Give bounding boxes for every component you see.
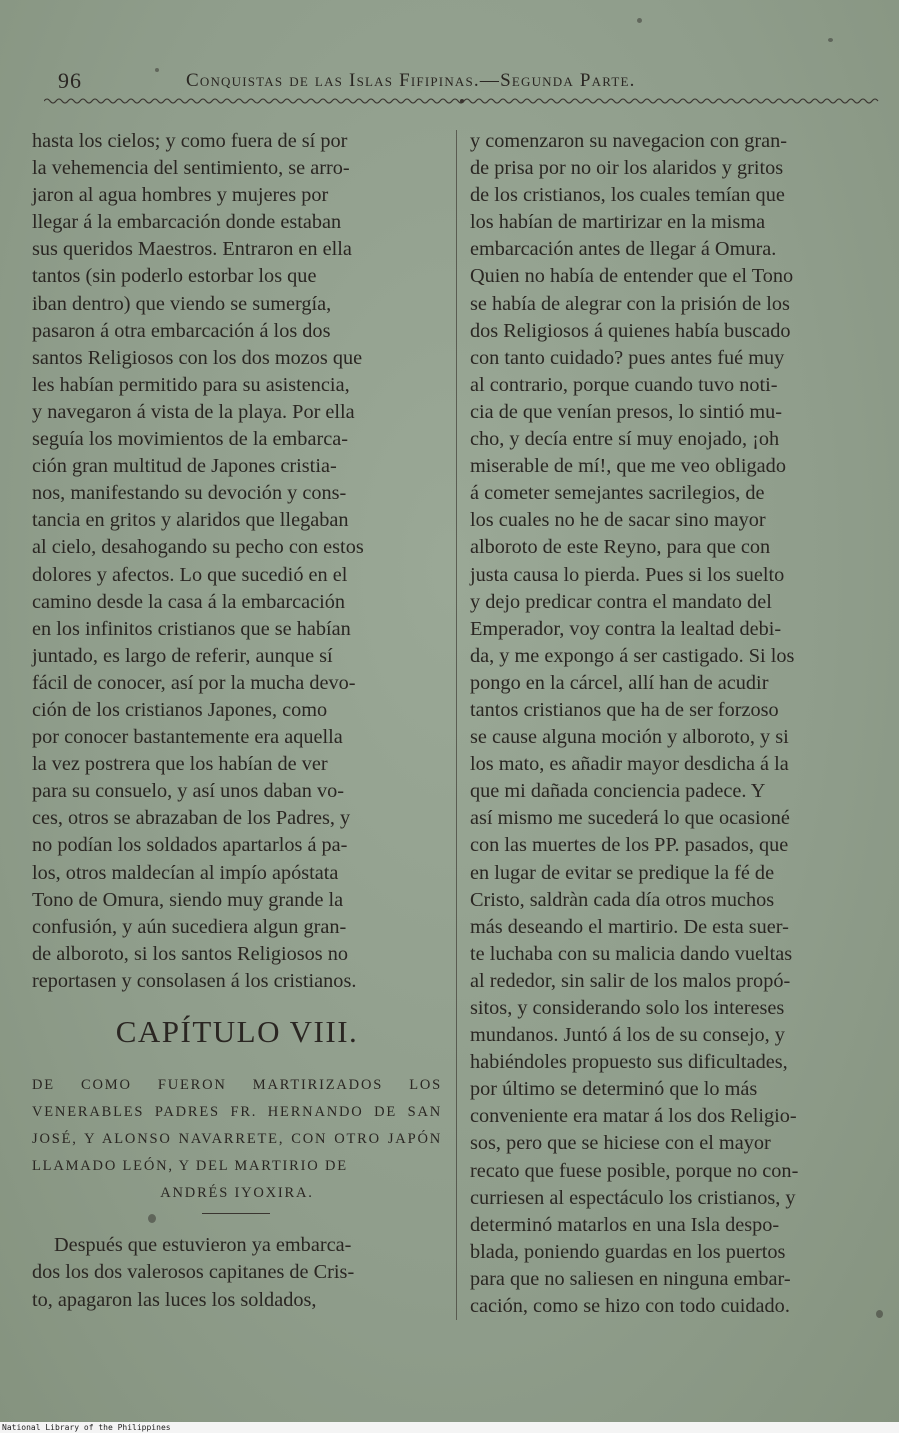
- foxing-spot: [876, 1310, 883, 1318]
- foxing-spot: [155, 68, 159, 72]
- text-line: cia de que venían presos, lo sintió mu-: [470, 400, 783, 423]
- text-line: de prisa por no oir los alaridos y gritos: [470, 157, 784, 180]
- text-line: nos, manifestando su devoción y cons-: [32, 482, 347, 505]
- text-line: curriesen al espectáculo los cristianos, y: [470, 1186, 796, 1209]
- text-line: de los cristianos, los cuales temían que: [470, 184, 785, 207]
- text-line: ción de los cristianos Japones, como: [32, 698, 328, 721]
- text-line: miserable de mí!, que me veo obligado: [470, 455, 786, 478]
- text-line: Tono de Omura, siendo muy grande la: [32, 888, 344, 911]
- text-line: tantos cristianos que ha de ser forzoso: [470, 698, 779, 721]
- running-title: Conquistas de las Islas Fifipinas.—Segunda Parte.: [186, 70, 636, 91]
- foxing-spot: [828, 38, 833, 42]
- text-line: los, otros maldecían al impío apóstata: [32, 861, 339, 884]
- text-line: al contrario, porque cuando tuvo noti-: [470, 373, 778, 396]
- text-line: para su consuelo, y así unos daban vo-: [32, 780, 345, 803]
- text-line: Cristo, saldràn cada día otros muchos: [470, 888, 775, 911]
- text-line: da, y me expongo á ser castigado. Si los: [470, 644, 795, 667]
- text-line: reportasen y consolasen á los cristianos.: [32, 969, 357, 992]
- right-column: [470, 128, 875, 1320]
- page-header: [58, 68, 878, 98]
- text-line: para que no saliesen en ninguna embar-: [470, 1267, 791, 1290]
- section-rule: [202, 1213, 270, 1214]
- left-column: [32, 128, 442, 995]
- text-line: blada, poniendo guardas en los puertos: [470, 1240, 786, 1263]
- chapter-title: CAPÍTULO VIII.: [115, 1014, 359, 1049]
- chapter-opening: [32, 1232, 442, 1314]
- text-line: tancia en gritos y alaridos que llegaban: [32, 509, 349, 532]
- text-line: con tanto cuidado? pues antes fué muy: [470, 346, 785, 369]
- text-line: recato que fuese posible, porque no con-: [470, 1159, 799, 1182]
- text-line: dos los dos valerosos capitanes de Cris-: [32, 1261, 355, 1284]
- text-line: sus queridos Maestros. Entraron en ella: [32, 238, 352, 261]
- text-line: los cuales no he de sacar sino mayor: [470, 509, 766, 532]
- text-line: y comenzaron su navegacion con gran-: [470, 130, 788, 152]
- text-line: con las muertes de los PP. pasados, que: [470, 834, 789, 857]
- text-line: te luchaba con su malicia dando vueltas: [470, 942, 793, 965]
- text-line: los mato, es añadir mayor desdicha á la: [470, 753, 789, 776]
- text-line: que mi dañada conciencia padece. Y: [470, 780, 766, 803]
- text-line: pasaron á otra embarcación á los dos: [32, 319, 331, 342]
- text-line: Quien no había de entender que el Tono: [470, 265, 794, 288]
- text-line: fácil de conocer, así por la mucha devo-: [32, 671, 356, 694]
- text-line: ces, otros se abrazaban de los Padres, y: [32, 807, 351, 830]
- foxing-spot: [637, 18, 642, 23]
- text-line: de alboroto, si los santos Religiosos no: [32, 942, 349, 965]
- text-line: se cause alguna moción y alboroto, y si: [470, 726, 789, 749]
- text-line: más deseando el martirio. De esta suer-: [470, 915, 789, 938]
- ornamental-rule: [44, 96, 880, 106]
- text-line: al rededor, sin salir de los malos propó-: [470, 969, 791, 992]
- text-line: y dejo predicar contra el mandato del: [470, 590, 772, 613]
- text-line: por último se determinó que lo más: [470, 1078, 758, 1101]
- chapter-summary: [32, 1072, 442, 1207]
- text-line: en los infinitos cristianos que se habían: [32, 617, 351, 640]
- text-line: seguía los movimientos de la embarca-: [32, 428, 348, 451]
- text-line: confusión, y aún sucediera algun gran-: [32, 915, 347, 938]
- text-line: juntado, es largo de referir, aunque sí: [32, 644, 333, 667]
- text-line: determinó matarlos en una Isla despo-: [470, 1213, 780, 1236]
- text-line: Emperador, voy contra la lealtad debi-: [470, 617, 782, 640]
- text-line: cación, como se hizo con todo cuidado.: [470, 1295, 790, 1318]
- text-line: jaron al agua hombres y mujeres por: [32, 184, 329, 207]
- text-line: to, apagaron las luces los soldados,: [32, 1288, 317, 1311]
- text-line: hasta los cielos; y como fuera de sí por: [32, 130, 348, 152]
- text-line: iban dentro) que viendo se sumergía,: [32, 292, 332, 315]
- text-line: al cielo, desahogando su pecho con estos: [32, 536, 364, 559]
- text-line: mundanos. Juntó á los de su consejo, y: [470, 1024, 785, 1047]
- text-line: dolores y afectos. Lo que sucedió en el: [32, 563, 348, 586]
- text-line: sitos, y considerando solo los intereses: [470, 997, 785, 1019]
- text-line: los habían de martirizar en la misma: [470, 211, 766, 234]
- credit-footer: [0, 1422, 899, 1433]
- text-line: se había de alegrar con la prisión de los: [470, 292, 790, 315]
- credit-text: National Library of the Philippines: [2, 1423, 171, 1432]
- text-line: sos, pero que se hiciese con el mayor: [470, 1132, 771, 1155]
- page-number: 96: [58, 68, 82, 93]
- text-line: embarcación antes de llegar á Omura.: [470, 238, 777, 261]
- text-line: conveniente era matar á los dos Religio-: [470, 1105, 797, 1128]
- text-line: la vehemencia del sentimiento, se arro-: [32, 157, 350, 180]
- text-line: santos Religiosos con los dos mozos que: [32, 346, 363, 369]
- foxing-spot: [148, 1214, 156, 1223]
- text-line: á cometer semejantes sacrilegios, de: [470, 482, 765, 505]
- text-line: tantos (sin poderlo estorbar los que: [32, 265, 317, 288]
- text-line: y navegaron á vista de la playa. Por ella: [32, 400, 355, 423]
- chapter-summary-text: DE COMO FUERON MARTIRIZADOS LOS VENERABLES PADRES FR. HERNANDO DE SAN JOSÉ, Y ALONSO NAVARRETE, CON OTRO JAPÓN LLAMADO LEÓN, Y DEL MARTIRIO DE: [32, 1077, 442, 1174]
- text-line: justa causa lo pierda. Pues si los suelto: [470, 563, 785, 586]
- chapter-summary-last: ANDRÉS IYOXIRA.: [160, 1185, 314, 1201]
- text-line: por conocer bastantemente era aquella: [32, 726, 343, 749]
- text-line: la vez postrera que los habían de ver: [32, 753, 328, 776]
- text-line: cho, y decía entre sí muy enojado, ¡oh: [470, 428, 780, 451]
- text-line: en lugar de evitar se predique la fé de: [470, 861, 775, 884]
- text-line: dos Religiosos á quienes había buscado: [470, 319, 791, 342]
- text-line: Después que estuvieron ya embarca-: [54, 1234, 352, 1256]
- text-line: llegar á la embarcación donde estaban: [32, 211, 342, 234]
- text-line: camino desde la casa á la embarcación: [32, 590, 346, 613]
- text-line: así mismo me sucederá lo que ocasioné: [470, 807, 790, 830]
- text-line: pongo en la cárcel, allí han de acudir: [470, 671, 769, 694]
- text-line: les habían permitido para su asistencia,: [32, 373, 350, 396]
- column-divider: [456, 130, 457, 1320]
- text-line: habiéndoles propuesto sus dificultades,: [470, 1051, 788, 1074]
- text-line: no podían los soldados apartarlos á pa-: [32, 834, 348, 857]
- text-line: alboroto de este Reyno, para que con: [470, 536, 771, 559]
- text-line: ción gran multitud de Japones cristia-: [32, 455, 337, 478]
